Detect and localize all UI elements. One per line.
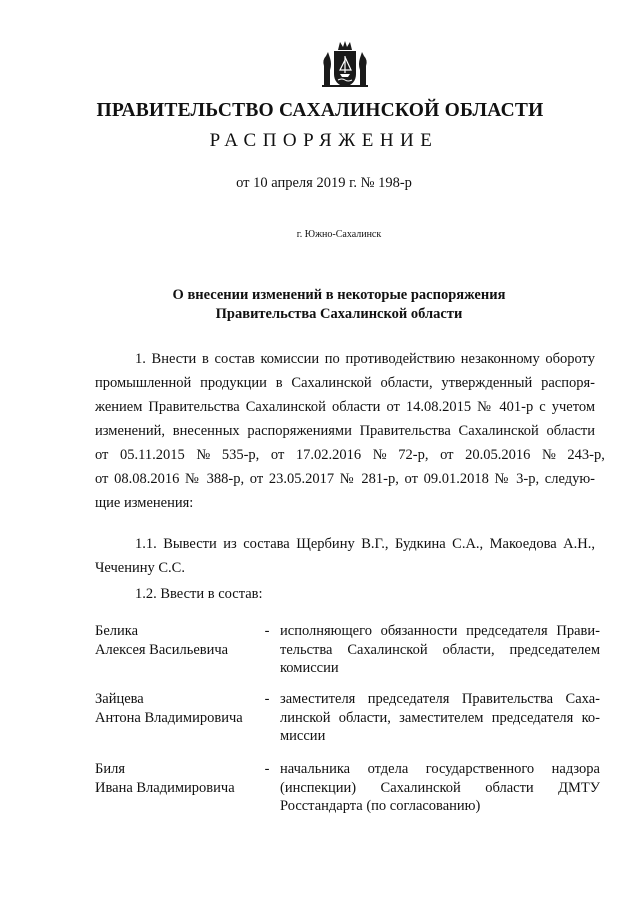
member-given-names: Антона Владимировича bbox=[95, 709, 243, 726]
member-name bbox=[95, 760, 260, 797]
member-position bbox=[280, 760, 600, 816]
position-line: линской области, заместителем председателя ко- bbox=[280, 709, 600, 726]
subject-line: Правительства Сахалинской области bbox=[215, 306, 463, 322]
text-line: 1. Внести в состав комиссии по противодействию незаконному обороту bbox=[135, 351, 595, 367]
position-line: тельства Сахалинской области, председателем bbox=[280, 641, 600, 658]
position-line: заместителя председателя Правительства Саха- bbox=[280, 691, 600, 707]
paragraph-1 bbox=[95, 347, 605, 515]
text-line: щие изменения: bbox=[95, 495, 194, 511]
document-date-number: от 10 апреля 2019 г. № 198-р bbox=[236, 175, 412, 191]
text-line: изменений, внесенных распоряжениями Правительства Сахалинской области bbox=[95, 423, 595, 439]
member-position bbox=[280, 622, 600, 678]
member-name bbox=[95, 690, 260, 727]
text-line: жением Правительства Сахалинской области от 14.08.2015 № 401-р с учетом bbox=[95, 399, 595, 415]
position-line: начальника отдела государственного надзора bbox=[280, 761, 600, 777]
text-line: промышленной продукции в Сахалинской области, утвержденный распоря- bbox=[95, 375, 595, 391]
member-surname: Белика bbox=[95, 623, 139, 639]
position-line: (инспекции) Сахалинской области ДМТУ bbox=[280, 779, 600, 796]
government-title: ПРАВИТЕЛЬСТВО САХАЛИНСКОЙ ОБЛАСТИ bbox=[96, 100, 544, 121]
position-line: Росстандарта (по согласованию) bbox=[280, 798, 481, 814]
member-dash: - bbox=[264, 761, 270, 777]
member-name bbox=[95, 622, 260, 659]
position-line: исполняющего обязанности председателя Прави- bbox=[280, 623, 600, 639]
member-dash: - bbox=[264, 623, 270, 639]
document-subject bbox=[0, 286, 640, 324]
member-position bbox=[280, 690, 600, 746]
text-line: от 05.11.2015 № 535-р, от 17.02.2016 № 72-р, от 20.05.2016 № 243-р, bbox=[95, 447, 605, 463]
subject-line: О внесении изменений в некоторые распоряжения bbox=[172, 287, 506, 303]
document-type: РАСПОРЯЖЕНИЕ bbox=[209, 130, 439, 151]
sakhalin-coat-of-arms-icon bbox=[318, 40, 372, 88]
text-line: от 08.08.2016 № 388-р, от 23.05.2017 № 281-р, от 09.01.2018 № 3-р, следую- bbox=[95, 471, 595, 487]
text-line: 1.2. Ввести в состав: bbox=[135, 586, 263, 602]
text-line: Чеченину С.С. bbox=[95, 560, 185, 576]
position-line: миссии bbox=[280, 728, 326, 744]
city-name: г. Южно-Сахалинск bbox=[296, 229, 382, 240]
member-surname: Биля bbox=[95, 761, 125, 777]
member-surname: Зайцева bbox=[95, 691, 144, 707]
member-given-names: Алексея Васильевича bbox=[95, 641, 229, 658]
member-given-names: Ивана Владимировича bbox=[95, 779, 235, 796]
text-line: 1.1. Вывести из состава Щербину В.Г., Будкина С.А., Макоедова А.Н., bbox=[135, 536, 595, 552]
position-line: комиссии bbox=[280, 660, 339, 676]
paragraph-1-1 bbox=[95, 532, 595, 580]
paragraph-1-2 bbox=[95, 582, 595, 606]
member-dash: - bbox=[264, 691, 270, 707]
